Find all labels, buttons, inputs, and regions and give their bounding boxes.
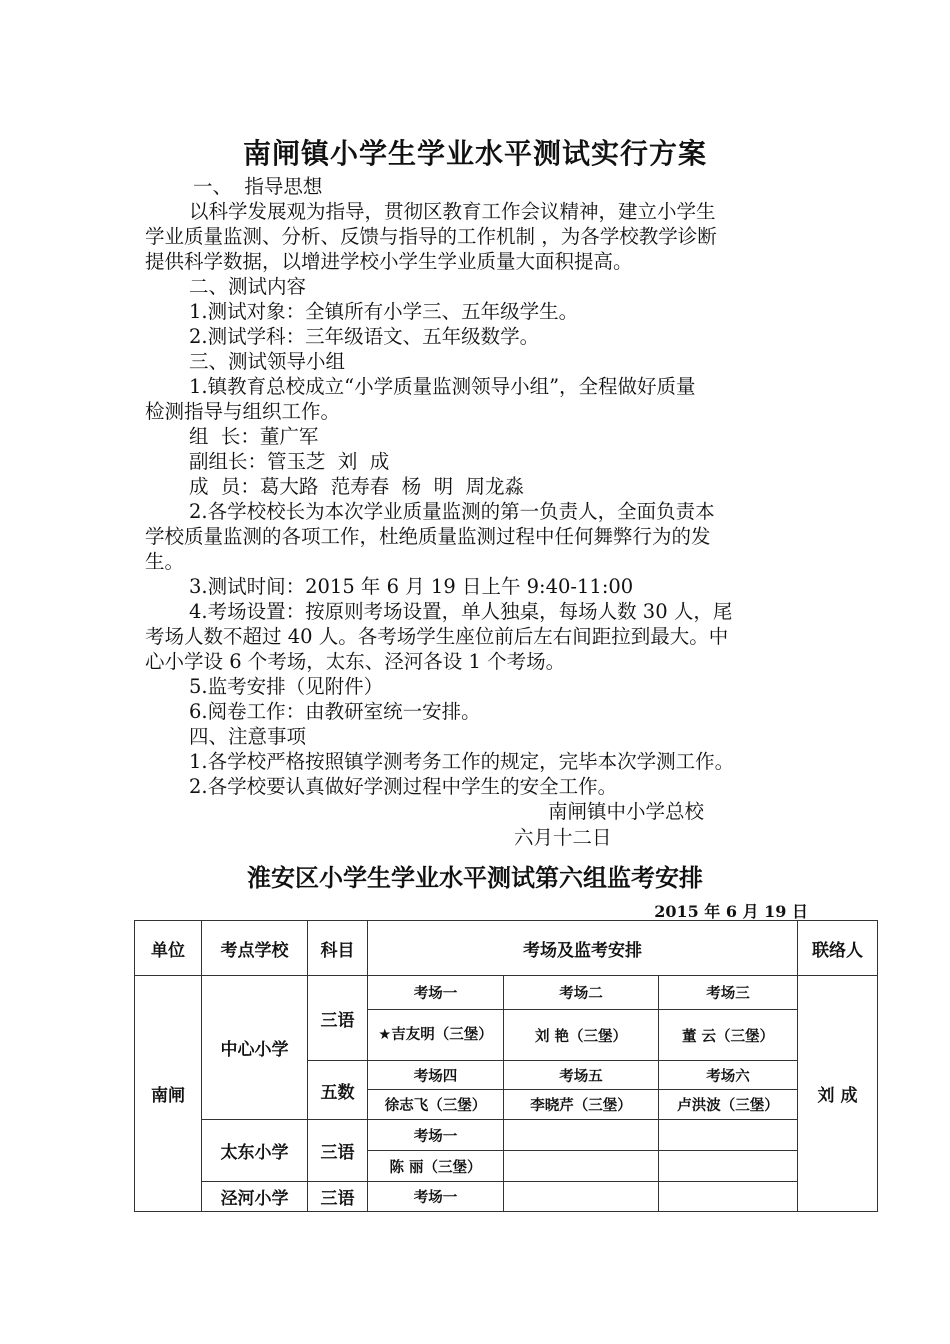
document-body (145, 174, 810, 799)
paragraph-line: 2.测试学科：三年级语文、五年级数学。 (189, 325, 540, 348)
paragraph-line: 副组长：管玉芝 刘 成 (189, 450, 390, 473)
paragraph-line: 学校质量监测的各项工作，杜绝质量监测过程中任何舞弊行为的发 (145, 525, 711, 548)
room-cell: 考场一 (368, 976, 504, 1010)
empty-cell (659, 1120, 798, 1151)
header-cell-subject: 科目 (308, 921, 368, 976)
paragraph-line: 3.测试时间：2015 年 6 月 19 日上午 9:40-11:00 (189, 575, 634, 598)
subject-cell: 三语 (308, 976, 368, 1061)
subject-cell: 三语 (308, 1182, 368, 1212)
proctor-cell: ★吉友明（三堡） (368, 1010, 504, 1061)
proctor-cell: 刘 艳（三堡） (504, 1010, 659, 1061)
room-cell: 考场四 (368, 1061, 504, 1090)
room-cell: 考场一 (368, 1120, 504, 1151)
table-row (135, 976, 878, 1010)
section-heading: 四、注意事项 (189, 725, 307, 748)
unit-cell: 南闸 (135, 976, 202, 1212)
empty-cell (504, 1120, 659, 1151)
proctor-cell: 董 云（三堡） (659, 1010, 798, 1061)
proctor-cell: 徐志飞（三堡） (368, 1090, 504, 1120)
paragraph-line: 1.镇教育总校成立“小学质量监测领导小组”，全程做好质量 (189, 375, 696, 398)
header-cell-rooms: 考场及监考安排 (368, 921, 798, 976)
signature-organization: 南闸镇中小学总校 (548, 800, 705, 823)
room-cell: 考场三 (659, 976, 798, 1010)
paragraph-line: 生。 (145, 550, 185, 573)
table-row (135, 1120, 878, 1151)
paragraph-line: 以科学发展观为指导，贯彻区教育工作会议精神，建立小学生 (189, 200, 716, 223)
paragraph-line: 1.测试对象：全镇所有小学三、五年级学生。 (189, 300, 579, 323)
room-cell: 考场五 (504, 1061, 659, 1090)
paragraph-line: 心小学设 6 个考场，太东、泾河各设 1 个考场。 (145, 650, 566, 673)
contact-cell: 刘 成 (798, 976, 878, 1212)
proctor-arrangement-table (134, 920, 878, 1212)
header-cell-contact: 联络人 (798, 921, 878, 976)
section-heading: 三、测试领导小组 (189, 350, 346, 373)
section-heading: 二、测试内容 (189, 275, 307, 298)
proctor-cell: 卢洪波（三堡） (659, 1090, 798, 1120)
paragraph-line: 2.各学校校长为本次学业质量监测的第一负责人，全面负责本 (189, 500, 715, 523)
school-cell: 泾河小学 (202, 1182, 308, 1212)
paragraph-line: 成 员：葛大路 范寿春 杨 明 周龙淼 (189, 475, 524, 498)
paragraph-line: 提供科学数据，以增进学校小学生学业质量大面积提高。 (145, 250, 633, 273)
arrangement-date: 2015 年 6 月 19 日 (654, 902, 808, 921)
room-cell: 考场一 (368, 1182, 504, 1212)
empty-cell (659, 1182, 798, 1212)
empty-cell (659, 1151, 798, 1182)
arrangement-title: 淮安区小学生学业水平测试第六组监考安排 (247, 864, 703, 892)
proctor-cell: 陈 丽（三堡） (368, 1151, 504, 1182)
table-row (135, 1182, 878, 1212)
paragraph-line: 1.各学校严格按照镇学测考务工作的规定，完毕本次学测工作。 (189, 750, 735, 773)
school-cell: 中心小学 (202, 976, 308, 1120)
proctor-cell: 李晓芹（三堡） (504, 1090, 659, 1120)
signature-date: 六月十二日 (514, 826, 612, 849)
document-title: 南闸镇小学生学业水平测试实行方案 (242, 137, 707, 170)
header-cell-unit: 单位 (135, 921, 202, 976)
paragraph-line: 2.各学校要认真做好学测过程中学生的安全工作。 (189, 775, 618, 798)
empty-cell (504, 1182, 659, 1212)
paragraph-line: 组 长：董广军 (189, 425, 319, 448)
subject-cell: 三语 (308, 1120, 368, 1182)
room-cell: 考场六 (659, 1061, 798, 1090)
paragraph-line: 学业质量监测、分析、反馈与指导的工作机制 ，为各学校教学诊断 (145, 225, 717, 248)
school-cell: 太东小学 (202, 1120, 308, 1182)
table-header-row (135, 921, 878, 976)
paragraph-line: 考场人数不超过 40 人。各考场学生座位前后左右间距拉到最大。中 (145, 625, 729, 648)
header-cell-school: 考点学校 (202, 921, 308, 976)
paragraph-line: 5.监考安排（见附件） (189, 675, 384, 698)
subject-cell: 五数 (308, 1061, 368, 1120)
room-cell: 考场二 (504, 976, 659, 1010)
paragraph-line: 4.考场设置：按原则考场设置，单人独桌，每场人数 30 人，尾 (189, 600, 733, 623)
paragraph-line: 6.阅卷工作：由教研室统一安排。 (189, 700, 481, 723)
paragraph-line: 检测指导与组织工作。 (145, 400, 341, 423)
empty-cell (504, 1151, 659, 1182)
section-heading: 一、 指导思想 (193, 175, 323, 198)
